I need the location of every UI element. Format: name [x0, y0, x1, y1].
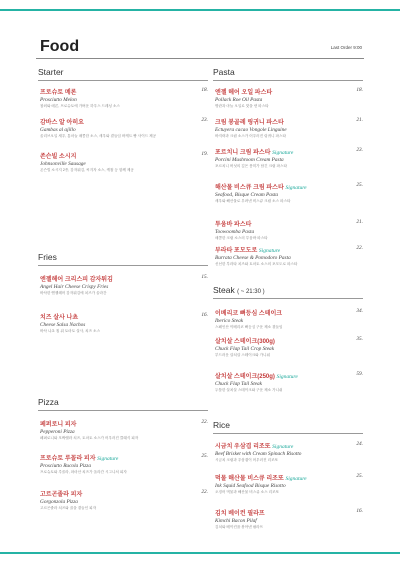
menu-item [215, 182, 365, 204]
item-name-kr [215, 245, 365, 254]
item-name-en: Pollack Roe Oil Pasta [215, 97, 263, 103]
signature-label: Signature [272, 150, 294, 156]
item-name-kr: 고르곤졸라 피자 [40, 492, 83, 498]
item-name-en: Cheese Salsa Nachos [40, 322, 86, 328]
item-name-en: Chuck Flap Tail Crop Steak [215, 346, 275, 352]
item-name-en: Chuck Flap Tail Steak [215, 381, 263, 387]
menu-item [215, 147, 365, 169]
item-name-kr: 김치 베이컨 필라프 [215, 511, 265, 517]
item-desc: 포르치니 버섯의 깊은 풍미가 담긴 크림 파스타 [215, 164, 287, 168]
item-desc: 바삭한 엔젤헤어 감자튀김에 치즈가 올라간 [40, 291, 107, 295]
item-name-en: Gorgonzola Pizza [40, 499, 78, 505]
item-name-en: Ink Squid Seafood Bisque Risotto [215, 483, 286, 489]
item-desc: 시금치 크림과 우삼겹이 어우러진 리조또 [215, 458, 279, 462]
signature-label: Signature [285, 476, 307, 482]
item-name-kr [215, 441, 365, 450]
section-pizza [38, 397, 208, 510]
menu-item [215, 245, 365, 267]
item-name-en: Johnsonville Sausage [40, 161, 86, 167]
item-price: 25. [201, 453, 208, 459]
menu-item [215, 473, 365, 495]
item-name-en: Ectuyera cacao Vongole Linguine [215, 127, 287, 133]
item-name-en: Prosciutto Melon [40, 97, 77, 103]
menu-item [215, 117, 365, 139]
item-name-kr [215, 147, 365, 156]
item-name-en: Seafood, Bisque Cream Pasta [215, 192, 279, 198]
item-name-en: Pepperoni Pizza [40, 429, 75, 435]
item-price: 16. [356, 508, 363, 514]
section-title: Starter [38, 67, 208, 81]
item-desc: 바지락과 크림 소스가 어우러진 링귀니 파스타 [215, 134, 286, 138]
section-title: Rice [213, 420, 363, 434]
item-price: 59. [356, 371, 363, 377]
item-desc: 신선한 부라타 치즈와 토마토 소스의 포모도로 파스타 [215, 262, 298, 266]
menu-item [215, 336, 365, 358]
item-name-en: Iberico Steak [215, 318, 244, 324]
menu-item [215, 441, 365, 463]
signature-label: Signature [272, 444, 294, 450]
item-name-kr: 이베리코 뼈등심 스테이크 [215, 311, 283, 317]
steak-hours-note: ( ~ 21:30 ) [237, 289, 265, 295]
menu-item [40, 274, 210, 296]
item-name-en: Porcini Mushroom Cream Pasta [215, 157, 284, 163]
signature-label: Signature [276, 374, 298, 380]
item-price: 21. [356, 219, 363, 225]
item-name-kr [215, 473, 365, 482]
item-desc: 매콤한 크림 소스의 투움바 파스타 [215, 236, 268, 240]
item-price: 23. [356, 147, 363, 153]
item-price: 19. [201, 151, 208, 157]
item-desc: 페퍼로니와 모짜렐라 치즈, 토마토 소스가 어우러진 클래식 피자 [40, 436, 139, 440]
menu-item [40, 489, 210, 511]
top-accent-line [0, 9, 400, 11]
item-desc: 명란과 마늘 오일로 맛을 낸 파스타 [215, 104, 269, 108]
item-name-en: Toowoomba Pasta [215, 229, 255, 235]
item-name-kr [215, 371, 365, 380]
item-name-kr: 존슨빌 소시지 [40, 154, 77, 160]
item-price: 22. [201, 489, 208, 495]
item-price: 24. [356, 441, 363, 447]
item-name-en: Prosciutto Rucola Pizza [40, 463, 92, 469]
item-name-en: Beef Brisket with Cream Spinach Risotto [215, 451, 302, 457]
item-desc: 김치와 베이컨을 볶아낸 필라프 [215, 525, 264, 529]
menu-item [215, 219, 365, 241]
menu-item [40, 117, 210, 139]
item-name-kr: 크림 봉골레 링귀니 파스타 [215, 120, 284, 126]
item-name-kr: 페퍼로니 피자 [40, 422, 77, 428]
section-pasta [213, 67, 363, 266]
menu-item [40, 87, 210, 109]
item-name-en: Burrata Cheese & Pomodoro Pasta [215, 255, 291, 261]
item-price: 16. [201, 312, 208, 318]
item-desc: 스페인산 이베리코 뼈등심 구운 채소 곁들임 [215, 325, 283, 329]
item-price: 25. [356, 473, 363, 479]
section-fries [38, 252, 208, 333]
item-name-en: Gambas al ajillo [40, 127, 76, 133]
item-price: 22. [201, 419, 208, 425]
menu-item [40, 312, 210, 334]
item-price: 18. [356, 87, 363, 93]
section-title: Pasta [213, 67, 363, 81]
menu-item [215, 371, 365, 393]
item-price: 34. [356, 308, 363, 314]
last-order-note: Last Order 9:00 [330, 45, 362, 50]
page-title: Food [40, 38, 80, 55]
item-name-en: Angel Hair Cheese Crispy Fries [40, 284, 109, 290]
item-name-kr-text: 프로슈토 루꼴라 피자 [40, 456, 96, 462]
item-name-kr: 프로슈토 메론 [40, 90, 77, 96]
item-desc: 고르곤졸라 치즈와 꿀을 곁들인 피자 [40, 506, 97, 510]
signature-label: Signature [97, 456, 119, 462]
menu-item [40, 419, 210, 441]
item-desc: 프로슈토와 루꼴라, 파마산 치즈가 올라간 시그니처 피자 [40, 470, 127, 474]
item-price: 18. [201, 87, 208, 93]
item-desc: 참외와 메론, 프로슈토에 가벼운 하우스 드레싱 소스 [40, 104, 120, 108]
menu-item [40, 151, 210, 173]
item-name-kr-text: 살치살 스테이크(250g) [215, 374, 275, 380]
item-desc: 올리브오일 새우, 통마늘 매콤한 소스, 새우와 곁들임 바게트 빵 사이드 제공 [40, 134, 157, 138]
section-title: Pizza [38, 397, 208, 411]
item-name-kr-text: 시금치 우삼겹 리조또 [215, 444, 271, 450]
item-price: 25. [356, 182, 363, 188]
menu-item [40, 453, 210, 475]
item-name-kr-text: 해산물 비스큐 크림 파스타 [215, 185, 284, 191]
section-rice [213, 420, 363, 529]
section-starter [38, 67, 208, 172]
item-price: 22. [356, 245, 363, 251]
item-name-kr [215, 182, 365, 191]
item-desc: 오징어 먹물과 해산물 비스큐 소스 리조또 [215, 490, 280, 494]
item-desc: 부드러운 살치살 스테이크와 가니쉬 [215, 353, 271, 357]
title-divider [36, 58, 364, 59]
section-title [213, 285, 363, 299]
item-desc: 두툼한 살치살 스테이크와 구운 채소 가니쉬 [215, 388, 283, 392]
item-desc: 존슨빌 소시지 2종, 감자튀김, 씨겨자 소스, 케찹 등 함께 제공 [40, 168, 134, 172]
menu-item [215, 87, 365, 109]
bottom-accent-line [0, 552, 400, 554]
item-price: 15. [201, 274, 208, 280]
item-price: 35. [356, 336, 363, 342]
item-desc: 바삭 나쵸 칩 위 토마토 살사, 치즈 소스 [40, 329, 101, 333]
item-name-kr: 엔젤 헤어 오일 파스타 [215, 90, 273, 96]
item-price: 23. [201, 117, 208, 123]
item-name-kr: 투움바 파스타 [215, 222, 252, 228]
item-name-kr-text: 포르치니 크림 파스타 [215, 150, 271, 156]
item-name-kr-text: 부라타 포모도로 [215, 248, 258, 254]
section-steak [213, 285, 363, 392]
signature-label: Signature [285, 185, 307, 191]
item-name-kr-text: 먹물 해산물 비스큐 리조또 [215, 476, 284, 482]
item-name-kr: 엔젤헤어 크리스피 감자튀김 [40, 277, 113, 283]
section-title-text: Steak [213, 285, 235, 295]
item-price: 21. [356, 117, 363, 123]
item-name-kr: 살치살 스테이크(300g) [215, 339, 275, 345]
menu-item [215, 508, 365, 530]
item-name-en: Kimchi Bacon Pilaf [215, 518, 257, 524]
menu-item [215, 308, 365, 330]
section-title: Fries [38, 252, 208, 266]
item-desc: 새우와 해산물로 우려낸 비스큐 크림 소스 파스타 [215, 199, 291, 203]
item-name-kr: 치즈 살사 나쵸 [40, 315, 79, 321]
item-name-kr [40, 453, 210, 462]
signature-label: Signature [258, 248, 281, 254]
item-name-kr: 감바스 알 아히요 [40, 120, 84, 126]
